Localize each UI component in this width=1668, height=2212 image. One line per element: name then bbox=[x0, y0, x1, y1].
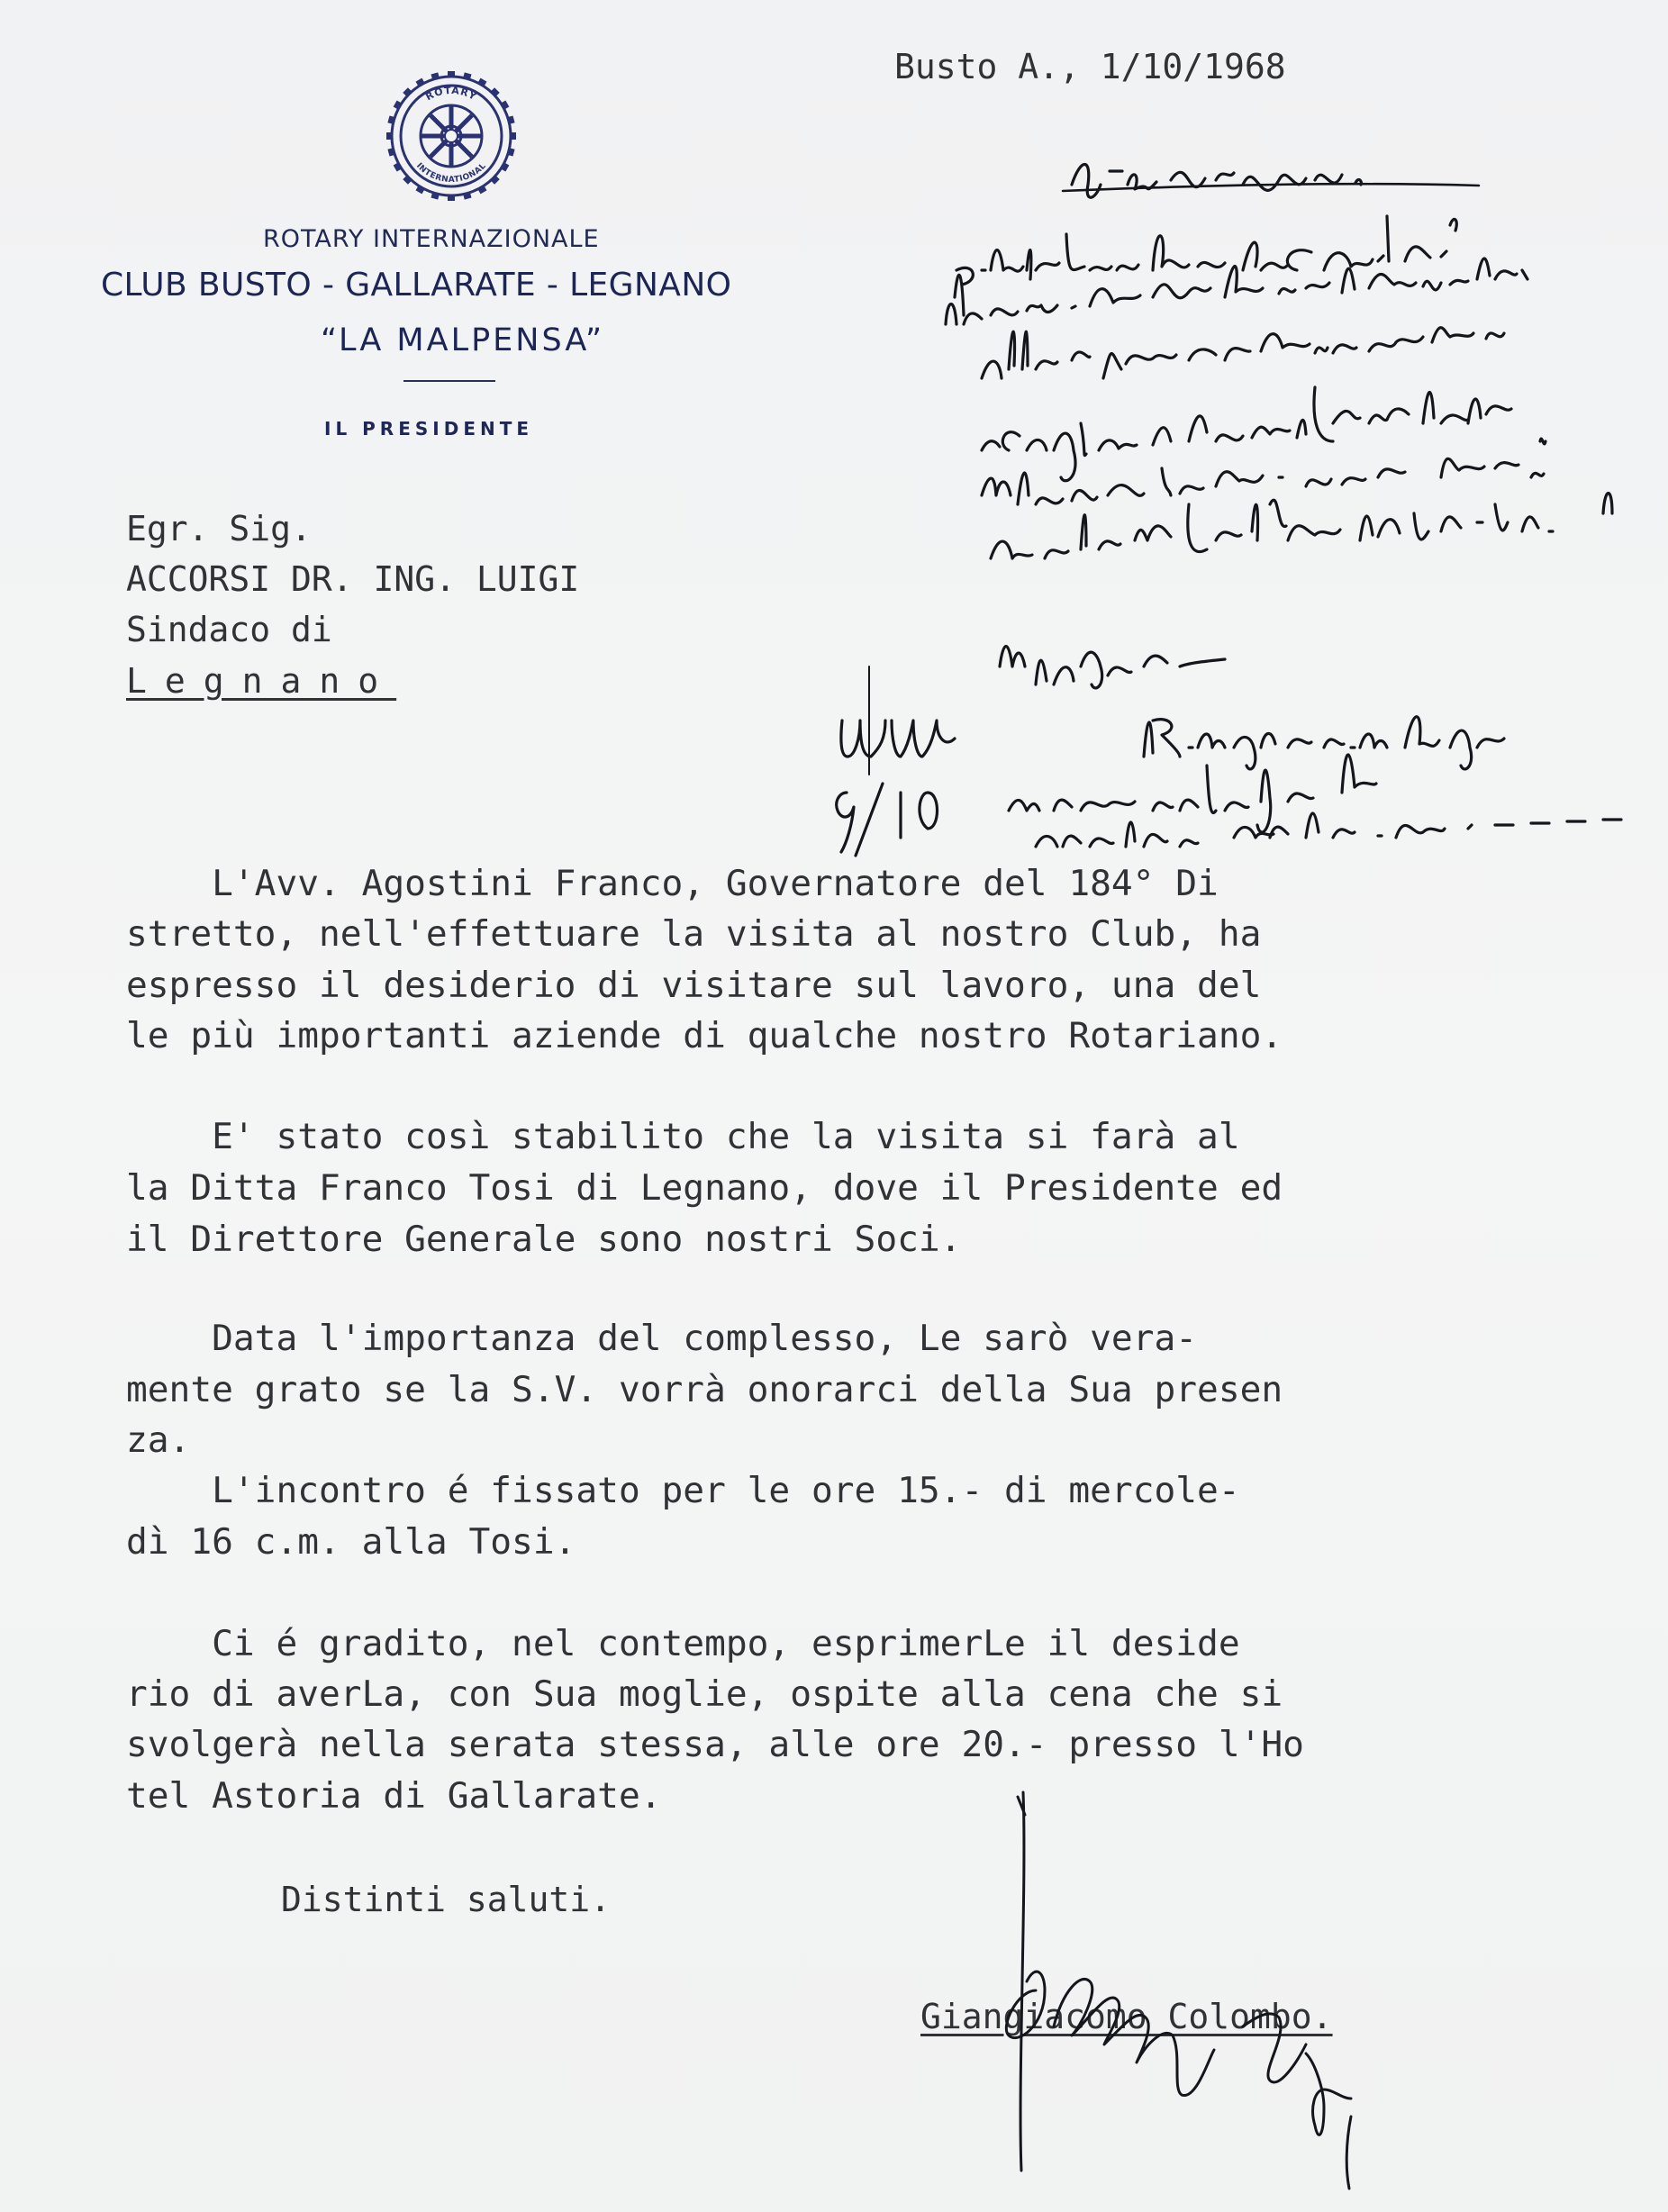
recipient-title: Sindaco di bbox=[126, 610, 332, 649]
letter-date: Busto A., 1/10/1968 bbox=[894, 47, 1286, 86]
body-line: il Direttore Generale sono nostri Soci. bbox=[126, 1219, 962, 1260]
body-line: svolgerà nella serata stessa, alle ore 20.- presso l'Ho bbox=[126, 1724, 1304, 1765]
gear-tooth bbox=[478, 186, 487, 194]
letterhead-org: ROTARY INTERNAZIONALE bbox=[263, 225, 600, 253]
signatory-name: Giangiacomo Colombo. bbox=[920, 1997, 1333, 2036]
body-line: mente grato se la S.V. vorrà onorarci della Sua presen bbox=[126, 1369, 1283, 1410]
gear-tooth bbox=[501, 101, 509, 110]
body-line: la Ditta Franco Tosi di Legnano, dove il Presidente ed bbox=[126, 1167, 1283, 1209]
gear-tooth bbox=[491, 176, 500, 185]
body-line: Ci é gradito, nel contempo, esprimerLe il deside bbox=[126, 1623, 1240, 1664]
body-line: Data l'importanza del complesso, Le sarò vera- bbox=[126, 1318, 1198, 1359]
gear-tooth bbox=[394, 101, 402, 110]
gear-tooth bbox=[403, 176, 412, 185]
recipient-name: ACCORSI DR. ING. LUIGI bbox=[126, 559, 580, 599]
gear-tooth bbox=[416, 186, 425, 194]
body-line: L'Avv. Agostini Franco, Governatore del 184° Di bbox=[126, 863, 1219, 904]
gear-tooth bbox=[511, 132, 516, 140]
gear-tooth bbox=[416, 78, 425, 86]
gear-tooth bbox=[501, 163, 509, 172]
recipient-city: Legnano bbox=[126, 661, 397, 701]
rotary-wheel-icon bbox=[385, 70, 517, 202]
body-line: L'incontro é fissato per le ore 15.- di mercole- bbox=[126, 1470, 1240, 1511]
body-line: espresso il desiderio di visitare sul lavoro, una del bbox=[126, 965, 1262, 1006]
letterhead-club: CLUB BUSTO - GALLARATE - LEGNANO bbox=[101, 267, 732, 304]
signature bbox=[1006, 1792, 1351, 2189]
recipient-salutation: Egr. Sig. bbox=[126, 509, 312, 548]
body-line: za. bbox=[126, 1419, 191, 1461]
body-line: dì 16 c.m. alla Tosi. bbox=[126, 1521, 576, 1563]
gear-tooth bbox=[448, 195, 455, 201]
gear-tooth bbox=[478, 78, 487, 86]
svg-text:ROTARY bbox=[423, 85, 478, 103]
body-line: le più importanti aziende di qualche nostro Rotariano. bbox=[126, 1015, 1283, 1056]
handwritten-annotation bbox=[837, 165, 1621, 857]
closing: Distinti saluti. bbox=[281, 1880, 612, 1919]
body-line: E' stato così stabilito che la visita si farà al bbox=[126, 1116, 1240, 1157]
body-line: tel Astoria di Gallarate. bbox=[126, 1775, 662, 1817]
gear-tooth bbox=[403, 87, 412, 96]
gear-tooth bbox=[386, 132, 392, 140]
gear-tooth bbox=[491, 87, 500, 96]
letterhead-club-name: “LA MALPENSA” bbox=[321, 322, 605, 358]
letterhead-divider bbox=[403, 380, 495, 382]
body-line: stretto, nell'effettuare la visita al nostro Club, ha bbox=[126, 913, 1262, 955]
logo-text-top: ROTARY bbox=[423, 84, 479, 104]
body-line: rio di averLa, con Sua moglie, ospite alla cena che si bbox=[126, 1673, 1283, 1715]
letterhead-title: IL PRESIDENTE bbox=[324, 418, 534, 440]
gear-tooth bbox=[394, 163, 402, 172]
logo-text-bottom: INTERNATIONAL bbox=[414, 161, 488, 186]
gear-tooth bbox=[448, 71, 455, 77]
